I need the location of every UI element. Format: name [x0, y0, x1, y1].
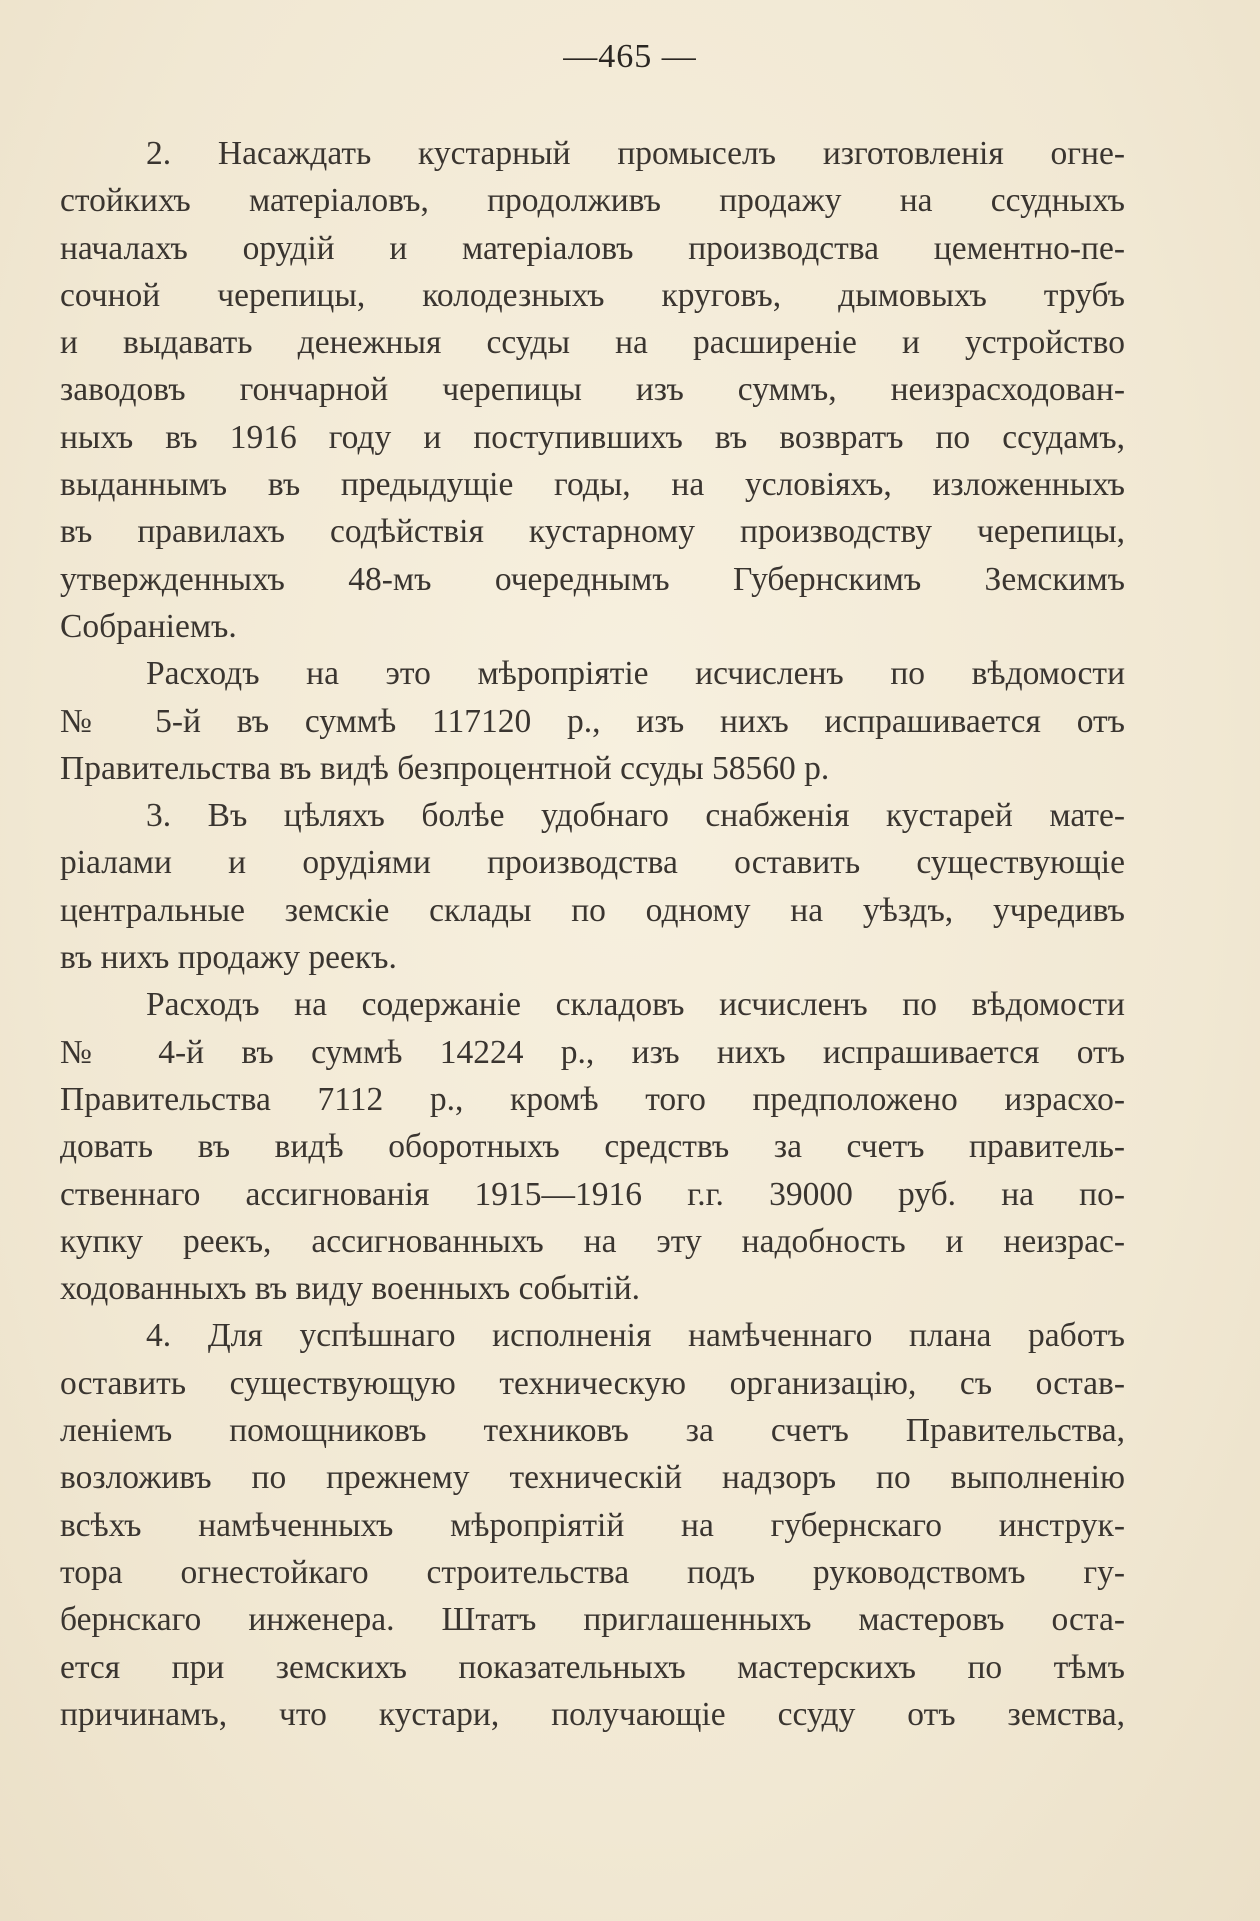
text-line: купку реекъ, ассигнованныхъ на эту надобность и неизрас- [60, 1222, 1125, 1260]
text-line: Расходъ на содержаніе складовъ исчисленъ по вѣдомости [146, 986, 1125, 1024]
text-line: утвержденныхъ 48-мъ очереднымъ Губернскимъ Земскимъ [60, 560, 1125, 598]
text-line: оставить существующую техническую организацію, съ остав- [60, 1364, 1125, 1402]
text-line: довать въ видѣ оборотныхъ средствъ за счетъ правитель- [60, 1128, 1125, 1166]
text-line: № 4-й въ суммѣ 14224 р., изъ нихъ испрашивается отъ [60, 1033, 1125, 1071]
text-line: началахъ орудій и матеріаловъ производства цементно-пе- [60, 229, 1125, 267]
paragraph-item-2 [60, 130, 1125, 650]
text-line: сочной черепицы, колодезныхъ круговъ, дымовыхъ трубъ [60, 276, 1125, 314]
text-line: заводовъ гончарной черепицы изъ суммъ, неизрасходован- [60, 371, 1125, 409]
text-line: всѣхъ намѣченныхъ мѣропріятій на губернскаго инструк- [60, 1506, 1125, 1544]
paragraph-expense-4 [60, 981, 1125, 1312]
text-line: ется при земскихъ показательныхъ мастерскихъ по тѣмъ [60, 1648, 1125, 1686]
paragraph-item-3 [60, 792, 1125, 981]
text-line: Правительства 7112 р., кромѣ того предположено израсхо- [60, 1080, 1125, 1118]
text-line: 2. Насаждать кустарный промыселъ изготовленія огне- [146, 135, 1125, 172]
paragraph-expense-5 [60, 650, 1125, 792]
text-line: стойкихъ матеріаловъ, продолживъ продажу на ссудныхъ [60, 182, 1125, 220]
text-line: леніемъ помощниковъ техниковъ за счетъ Правительства, [60, 1412, 1125, 1450]
text-line: ріалами и орудіями производства оставить существующіе [60, 844, 1125, 882]
text-line: бернскаго инженера. Штатъ приглашенныхъ мастеровъ оста- [60, 1601, 1125, 1639]
text-line: 3. Въ цѣляхъ болѣе удобнаго снабженія кустарей мате- [146, 797, 1125, 835]
text-line: тора огнестойкаго строительства подъ руководствомъ гу- [60, 1553, 1125, 1591]
text-line: причинамъ, что кустари, получающіе ссуду отъ земства, [60, 1695, 1125, 1733]
paragraph-item-4 [60, 1312, 1125, 1738]
text-line: № 5-й въ суммѣ 117120 р., изъ нихъ испрашивается отъ [60, 702, 1125, 740]
text-line: ственнаго ассигнованія 1915—1916 г.г. 39000 руб. на по- [60, 1175, 1125, 1213]
text-body [60, 130, 1125, 1738]
text-line: 4. Для успѣшнаго исполненія намѣченнаго плана работъ [146, 1317, 1125, 1355]
text-line: Собраніемъ. [60, 607, 237, 645]
text-line: и выдавать денежныя ссуды на расширеніе и устройство [60, 324, 1125, 362]
text-line: возложивъ по прежнему техническій надзоръ по выполненію [60, 1459, 1125, 1497]
text-line: ходованныхъ въ виду военныхъ событій. [60, 1270, 641, 1308]
text-line: выданнымъ въ предыдущіе годы, на условіяхъ, изложенныхъ [60, 466, 1125, 504]
text-line: въ нихъ продажу реекъ. [60, 939, 397, 977]
text-line: центральные земскіе склады по одному на уѣздъ, учредивъ [60, 891, 1125, 929]
text-line: Расходъ на это мѣропріятіе исчисленъ по вѣдомости [146, 655, 1125, 693]
text-line: въ правилахъ содѣйствія кустарному производству черепицы, [60, 513, 1125, 551]
page-number: —465 — [563, 38, 697, 75]
text-line: Правительства въ видѣ безпроцентной ссуды 58560 р. [60, 749, 830, 787]
text-line: ныхъ въ 1916 году и поступившихъ въ возвратъ по ссудамъ, [60, 418, 1125, 456]
